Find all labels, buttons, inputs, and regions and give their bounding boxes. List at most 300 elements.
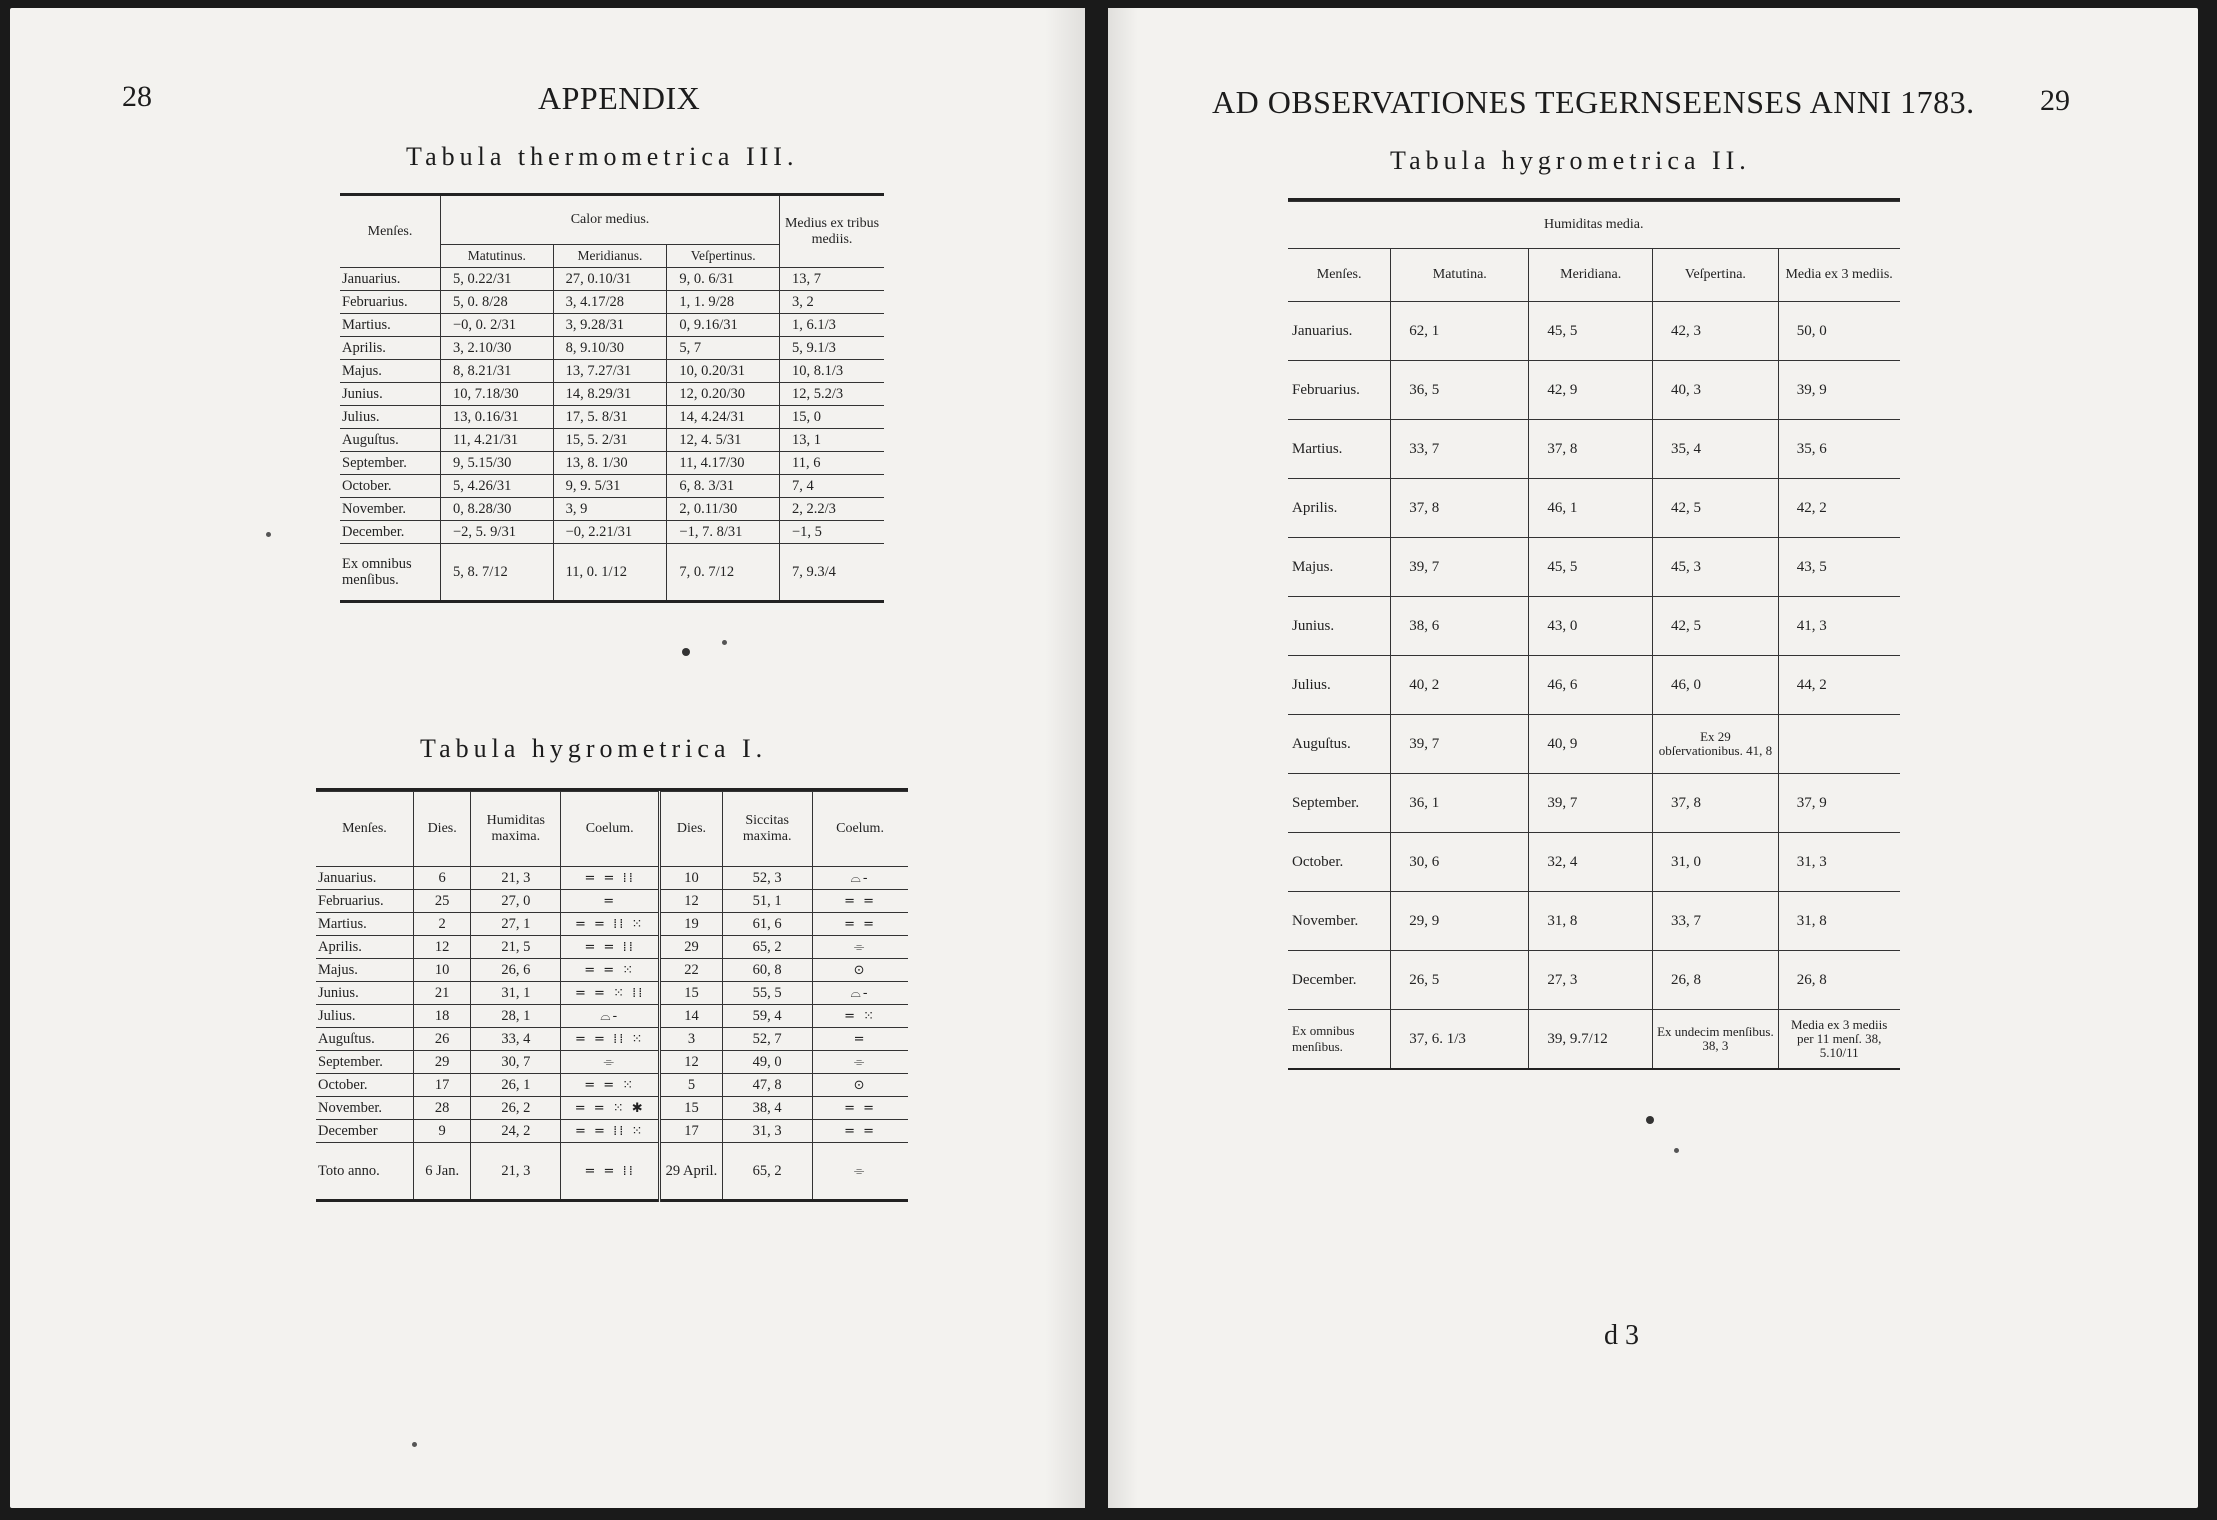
media-cell: 43, 5 <box>1778 538 1899 597</box>
media-cell: 44, 2 <box>1778 656 1899 715</box>
meridiana-cell: 39, 7 <box>1529 774 1653 833</box>
vespertinus-cell: 2, 0.11/30 <box>667 498 780 521</box>
col-calor-medius: Calor medius. <box>441 196 780 245</box>
running-head-left: APPENDIX <box>538 80 701 116</box>
humiditas-cell: 27, 1 <box>471 913 561 936</box>
table-row <box>1288 774 1900 833</box>
thermo-table-title: Tabula thermometrica III. <box>406 142 799 171</box>
meridiana-cell: 45, 5 <box>1529 302 1653 361</box>
month-cell: Majus. <box>340 360 441 383</box>
humiditas-cell: 30, 7 <box>471 1051 561 1074</box>
left-page <box>10 8 1085 1508</box>
coelum-cell: ⌯ <box>812 1051 907 1074</box>
meridianus-cell: 3, 4.17/28 <box>553 291 667 314</box>
hygro1-table-title: Tabula hygrometrica I. <box>420 734 768 763</box>
month-cell: December. <box>340 521 441 544</box>
matutina-cell: 39, 7 <box>1391 715 1529 774</box>
matutinus-cell: 3, 2.10/30 <box>441 337 554 360</box>
month-cell: Ex omnibus menſibus. <box>340 544 441 602</box>
meridianus-cell: 9, 9. 5/31 <box>553 475 667 498</box>
day-cell: 12 <box>660 890 723 913</box>
vespertina-cell: 46, 0 <box>1653 656 1779 715</box>
table-row <box>316 1097 908 1120</box>
humiditas-cell: 33, 4 <box>471 1028 561 1051</box>
humiditas-cell: 27, 0 <box>471 890 561 913</box>
matutina-cell: 36, 5 <box>1391 361 1529 420</box>
vespertinus-cell: 12, 4. 5/31 <box>667 429 780 452</box>
month-cell: Auguſtus. <box>1288 715 1391 774</box>
day-cell: 12 <box>660 1051 723 1074</box>
matutina-cell: 39, 7 <box>1391 538 1529 597</box>
signature-mark: d 3 <box>1604 1320 1639 1351</box>
vespertinus-cell: 7, 0. 7/12 <box>667 544 780 602</box>
table-row <box>316 982 908 1005</box>
col-meridianus: Meridianus. <box>553 245 667 268</box>
vespertinus-cell: 9, 0. 6/31 <box>667 268 780 291</box>
humiditas-cell: 21, 3 <box>471 867 561 890</box>
day-cell: 6 <box>413 867 471 890</box>
table-row <box>1288 597 1900 656</box>
meridiana-cell: 37, 8 <box>1529 420 1653 479</box>
table-row <box>340 521 884 544</box>
day-cell: 15 <box>660 1097 723 1120</box>
table-row <box>340 383 884 406</box>
meridianus-cell: 17, 5. 8/31 <box>553 406 667 429</box>
medius-cell: 11, 6 <box>780 452 885 475</box>
col-humiditas: Humiditas maxima. <box>471 792 561 867</box>
month-cell: November. <box>316 1097 413 1120</box>
month-cell: Aprilis. <box>340 337 441 360</box>
month-cell: Januarius. <box>340 268 441 291</box>
matutina-cell: 29, 9 <box>1391 892 1529 951</box>
meridiana-cell: 31, 8 <box>1529 892 1653 951</box>
meridianus-cell: 11, 0. 1/12 <box>553 544 667 602</box>
running-head-right: AD OBSERVATIONES TEGERNSEENSES ANNI 1783. <box>1212 84 1975 120</box>
meridiana-cell: 27, 3 <box>1529 951 1653 1010</box>
media-cell: 26, 8 <box>1778 951 1899 1010</box>
coelum-cell: = = ⁞⁞ <box>561 936 660 959</box>
siccitas-cell: 52, 7 <box>722 1028 812 1051</box>
matutina-cell: 37, 8 <box>1391 479 1529 538</box>
day-cell: 2 <box>413 913 471 936</box>
month-cell: Auguſtus. <box>316 1028 413 1051</box>
col-menses: Menſes. <box>1288 249 1391 302</box>
vespertina-cell: 45, 3 <box>1653 538 1779 597</box>
siccitas-cell: 55, 5 <box>722 982 812 1005</box>
total-row <box>316 1143 908 1201</box>
vespertinus-cell: 6, 8. 3/31 <box>667 475 780 498</box>
vespertinus-cell: 11, 4.17/30 <box>667 452 780 475</box>
thermo-rows <box>340 268 884 602</box>
month-cell: Auguſtus. <box>340 429 441 452</box>
col-siccitas: Siccitas maxima. <box>722 792 812 867</box>
vespertina-cell: 31, 0 <box>1653 833 1779 892</box>
table-row <box>1288 656 1900 715</box>
meridianus-cell: 15, 5. 2/31 <box>553 429 667 452</box>
col-coelum: Coelum. <box>561 792 660 867</box>
col-medius: Medius ex tribus mediis. <box>780 196 885 268</box>
coelum-cell: = = ⁞⁞ ⁙ <box>561 1028 660 1051</box>
table-row <box>316 959 908 982</box>
media-cell: 31, 3 <box>1778 833 1899 892</box>
coelum-cell: = = ⁞⁞ ⁙ <box>561 913 660 936</box>
coelum-cell: = ⁙ <box>812 1005 907 1028</box>
matutina-cell: 38, 6 <box>1391 597 1529 656</box>
humiditas-cell: 31, 1 <box>471 982 561 1005</box>
table-row <box>340 452 884 475</box>
media-cell: Media ex 3 mediis per 11 menſ. 38, 5.10/11 <box>1778 1010 1899 1070</box>
meridiana-cell: 42, 9 <box>1529 361 1653 420</box>
day-cell: 17 <box>413 1074 471 1097</box>
month-cell: Martius. <box>340 314 441 337</box>
meridiana-cell: 45, 5 <box>1529 538 1653 597</box>
day-cell: 28 <box>413 1097 471 1120</box>
media-cell: 31, 8 <box>1778 892 1899 951</box>
matutinus-cell: 5, 4.26/31 <box>441 475 554 498</box>
vespertinus-cell: 12, 0.20/30 <box>667 383 780 406</box>
coelum-cell: ⌯ <box>812 936 907 959</box>
meridianus-cell: 14, 8.29/31 <box>553 383 667 406</box>
table-row <box>1288 479 1900 538</box>
vespertinus-cell: 5, 7 <box>667 337 780 360</box>
matutina-cell: 62, 1 <box>1391 302 1529 361</box>
coelum-cell: = = ⁞⁞ ⁙ <box>561 1120 660 1143</box>
meridiana-cell: 40, 9 <box>1529 715 1653 774</box>
table-row <box>316 1051 908 1074</box>
coelum-cell: ⌓- <box>561 1005 660 1028</box>
coelum-cell: = = ⁞⁞ <box>561 867 660 890</box>
month-cell: Junius. <box>1288 597 1391 656</box>
day-cell: 10 <box>660 867 723 890</box>
medius-cell: 12, 5.2/3 <box>780 383 885 406</box>
hygro2-rows <box>1288 302 1900 1070</box>
matutina-cell: 36, 1 <box>1391 774 1529 833</box>
vespertinus-cell: −1, 7. 8/31 <box>667 521 780 544</box>
col-menses: Menſes. <box>340 196 441 268</box>
month-cell: October. <box>1288 833 1391 892</box>
col-dies-2: Dies. <box>660 792 723 867</box>
page-number-right: 29 <box>2040 84 2070 117</box>
meridianus-cell: 3, 9.28/31 <box>553 314 667 337</box>
media-cell: 35, 6 <box>1778 420 1899 479</box>
meridianus-cell: 8, 9.10/30 <box>553 337 667 360</box>
siccitas-cell: 47, 8 <box>722 1074 812 1097</box>
day-cell: 17 <box>660 1120 723 1143</box>
day-cell: 15 <box>660 982 723 1005</box>
matutinus-cell: 10, 7.18/30 <box>441 383 554 406</box>
humiditas-cell: 21, 3 <box>471 1143 561 1201</box>
siccitas-cell: 49, 0 <box>722 1051 812 1074</box>
table-row <box>340 406 884 429</box>
right-page <box>1108 8 2198 1508</box>
table-row <box>340 475 884 498</box>
matutinus-cell: −2, 5. 9/31 <box>441 521 554 544</box>
vespertina-cell: 42, 5 <box>1653 479 1779 538</box>
matutinus-cell: 0, 8.28/30 <box>441 498 554 521</box>
meridiana-cell: 43, 0 <box>1529 597 1653 656</box>
media-cell <box>1778 715 1899 774</box>
medius-cell: 15, 0 <box>780 406 885 429</box>
col-matutinus: Matutinus. <box>441 245 554 268</box>
matutina-cell: 30, 6 <box>1391 833 1529 892</box>
coelum-cell: = = ⁙ <box>561 959 660 982</box>
total-row <box>340 544 884 602</box>
month-cell: Junius. <box>340 383 441 406</box>
table-row <box>340 429 884 452</box>
humiditas-cell: 28, 1 <box>471 1005 561 1028</box>
meridiana-cell: 46, 1 <box>1529 479 1653 538</box>
coelum-cell: ⌯ <box>812 1143 907 1201</box>
total-row <box>1288 1010 1900 1070</box>
month-cell: October. <box>340 475 441 498</box>
table-row <box>340 337 884 360</box>
matutina-cell: 37, 6. 1/3 <box>1391 1010 1529 1070</box>
vespertina-cell: 33, 7 <box>1653 892 1779 951</box>
month-cell: Julius. <box>340 406 441 429</box>
meridianus-cell: 13, 8. 1/30 <box>553 452 667 475</box>
vespertina-cell: 42, 3 <box>1653 302 1779 361</box>
table-row <box>1288 951 1900 1010</box>
table-row <box>340 291 884 314</box>
table-row <box>316 1005 908 1028</box>
siccitas-cell: 38, 4 <box>722 1097 812 1120</box>
day-cell: 10 <box>413 959 471 982</box>
medius-cell: −1, 5 <box>780 521 885 544</box>
meridianus-cell: 3, 9 <box>553 498 667 521</box>
humiditas-cell: 24, 2 <box>471 1120 561 1143</box>
month-cell: Junius. <box>316 982 413 1005</box>
humiditas-media-header: Humiditas media. <box>1288 202 1900 249</box>
humiditas-cell: 26, 1 <box>471 1074 561 1097</box>
matutinus-cell: 5, 8. 7/12 <box>441 544 554 602</box>
medius-cell: 1, 6.1/3 <box>780 314 885 337</box>
meridianus-cell: −0, 2.21/31 <box>553 521 667 544</box>
coelum-cell: = = ⁞⁞ <box>561 1143 660 1201</box>
col-dies: Dies. <box>413 792 471 867</box>
humiditas-cell: 26, 6 <box>471 959 561 982</box>
month-cell: Aprilis. <box>1288 479 1391 538</box>
hygrometric-table-1 <box>316 788 908 1202</box>
table-row <box>316 867 908 890</box>
siccitas-cell: 65, 2 <box>722 1143 812 1201</box>
month-cell: Toto anno. <box>316 1143 413 1201</box>
table-row <box>1288 302 1900 361</box>
medius-cell: 7, 9.3/4 <box>780 544 885 602</box>
coelum-cell: = <box>812 1028 907 1051</box>
humiditas-cell: 21, 5 <box>471 936 561 959</box>
day-cell: 14 <box>660 1005 723 1028</box>
coelum-cell: ⌓- <box>812 982 907 1005</box>
month-cell: Januarius. <box>316 867 413 890</box>
day-cell: 29 <box>660 936 723 959</box>
table-row <box>316 890 908 913</box>
matutinus-cell: 5, 0. 8/28 <box>441 291 554 314</box>
ink-speck <box>412 1442 417 1447</box>
medius-cell: 2, 2.2/3 <box>780 498 885 521</box>
table-row <box>1288 538 1900 597</box>
medius-cell: 13, 1 <box>780 429 885 452</box>
vespertinus-cell: 1, 1. 9/28 <box>667 291 780 314</box>
coelum-cell: ⌯ <box>561 1051 660 1074</box>
medius-cell: 7, 4 <box>780 475 885 498</box>
month-cell: September. <box>316 1051 413 1074</box>
meridianus-cell: 27, 0.10/31 <box>553 268 667 291</box>
coelum-cell: ⌓- <box>812 867 907 890</box>
ink-speck <box>1646 1116 1654 1124</box>
table-row <box>340 360 884 383</box>
table-row <box>1288 833 1900 892</box>
table-row <box>340 268 884 291</box>
month-cell: Januarius. <box>1288 302 1391 361</box>
medius-cell: 13, 7 <box>780 268 885 291</box>
coelum-cell: ⊙ <box>812 959 907 982</box>
month-cell: Julius. <box>316 1005 413 1028</box>
siccitas-cell: 65, 2 <box>722 936 812 959</box>
siccitas-cell: 59, 4 <box>722 1005 812 1028</box>
month-cell: November. <box>1288 892 1391 951</box>
col-vespertinus: Veſpertinus. <box>667 245 780 268</box>
table-row <box>1288 715 1900 774</box>
coelum-cell: = = ⁙ ✱ <box>561 1097 660 1120</box>
col-meridiana: Meridiana. <box>1529 249 1653 302</box>
col-media: Media ex 3 mediis. <box>1778 249 1899 302</box>
month-cell: Julius. <box>1288 656 1391 715</box>
matutinus-cell: 5, 0.22/31 <box>441 268 554 291</box>
matutinus-cell: −0, 0. 2/31 <box>441 314 554 337</box>
month-cell: Februarius. <box>340 291 441 314</box>
month-cell: Aprilis. <box>316 936 413 959</box>
media-cell: 39, 9 <box>1778 361 1899 420</box>
month-cell: Februarius. <box>316 890 413 913</box>
matutina-cell: 33, 7 <box>1391 420 1529 479</box>
coelum-cell: = = <box>812 1097 907 1120</box>
thermometric-table <box>340 193 884 603</box>
coelum-cell: = = ⁙ ⁞⁞ <box>561 982 660 1005</box>
ink-speck <box>722 640 727 645</box>
vespertinus-cell: 10, 0.20/31 <box>667 360 780 383</box>
meridiana-cell: 46, 6 <box>1529 656 1653 715</box>
medius-cell: 3, 2 <box>780 291 885 314</box>
day-cell: 21 <box>413 982 471 1005</box>
month-cell: Majus. <box>316 959 413 982</box>
media-cell: 42, 2 <box>1778 479 1899 538</box>
matutinus-cell: 13, 0.16/31 <box>441 406 554 429</box>
ink-speck <box>266 532 271 537</box>
vespertinus-cell: 14, 4.24/31 <box>667 406 780 429</box>
coelum-cell: = <box>561 890 660 913</box>
medius-cell: 5, 9.1/3 <box>780 337 885 360</box>
table-row <box>340 314 884 337</box>
day-cell: 29 <box>413 1051 471 1074</box>
hygrometric-table-2 <box>1288 198 1900 1070</box>
col-matutina: Matutina. <box>1391 249 1529 302</box>
siccitas-cell: 31, 3 <box>722 1120 812 1143</box>
medius-cell: 10, 8.1/3 <box>780 360 885 383</box>
humiditas-cell: 26, 2 <box>471 1097 561 1120</box>
table-row <box>340 498 884 521</box>
siccitas-cell: 51, 1 <box>722 890 812 913</box>
day-cell: 26 <box>413 1028 471 1051</box>
month-cell: December. <box>1288 951 1391 1010</box>
ink-speck <box>1674 1148 1679 1153</box>
vespertina-cell: 26, 8 <box>1653 951 1779 1010</box>
month-cell: Ex omnibus menſibus. <box>1288 1010 1391 1070</box>
vespertina-cell: Ex undecim menſibus. 38, 3 <box>1653 1010 1779 1070</box>
table-row <box>316 1028 908 1051</box>
matutina-cell: 26, 5 <box>1391 951 1529 1010</box>
table-row <box>316 936 908 959</box>
table-row <box>1288 420 1900 479</box>
vespertina-cell: 37, 8 <box>1653 774 1779 833</box>
vespertina-cell: 40, 3 <box>1653 361 1779 420</box>
month-cell: December <box>316 1120 413 1143</box>
coelum-cell: = = <box>812 913 907 936</box>
month-cell: September. <box>1288 774 1391 833</box>
col-menses: Menſes. <box>316 792 413 867</box>
vespertina-cell: Ex 29 obſervationibus. 41, 8 <box>1653 715 1779 774</box>
gutter-shadow <box>1108 8 1138 1508</box>
matutinus-cell: 8, 8.21/31 <box>441 360 554 383</box>
month-cell: Martius. <box>1288 420 1391 479</box>
coelum-cell: = = ⁙ <box>561 1074 660 1097</box>
gutter-shadow <box>1045 8 1085 1508</box>
hygro1-rows <box>316 867 908 1201</box>
siccitas-cell: 60, 8 <box>722 959 812 982</box>
day-cell: 19 <box>660 913 723 936</box>
col-vespertina: Veſpertina. <box>1653 249 1779 302</box>
meridiana-cell: 32, 4 <box>1529 833 1653 892</box>
month-cell: Martius. <box>316 913 413 936</box>
table-row <box>1288 892 1900 951</box>
month-cell: October. <box>316 1074 413 1097</box>
day-cell: 9 <box>413 1120 471 1143</box>
day-cell: 12 <box>413 936 471 959</box>
day-cell: 5 <box>660 1074 723 1097</box>
media-cell: 50, 0 <box>1778 302 1899 361</box>
col-coelum-2: Coelum. <box>812 792 907 867</box>
matutinus-cell: 11, 4.21/31 <box>441 429 554 452</box>
vespertina-cell: 35, 4 <box>1653 420 1779 479</box>
siccitas-cell: 52, 3 <box>722 867 812 890</box>
day-cell: 6 Jan. <box>413 1143 471 1201</box>
coelum-cell: = = <box>812 1120 907 1143</box>
page-number-left: 28 <box>122 80 152 113</box>
matutinus-cell: 9, 5.15/30 <box>441 452 554 475</box>
coelum-cell: = = <box>812 890 907 913</box>
month-cell: Majus. <box>1288 538 1391 597</box>
day-cell: 22 <box>660 959 723 982</box>
month-cell: September. <box>340 452 441 475</box>
meridianus-cell: 13, 7.27/31 <box>553 360 667 383</box>
siccitas-cell: 61, 6 <box>722 913 812 936</box>
coelum-cell: ⊙ <box>812 1074 907 1097</box>
day-cell: 3 <box>660 1028 723 1051</box>
day-cell: 29 April. <box>660 1143 723 1201</box>
vespertina-cell: 42, 5 <box>1653 597 1779 656</box>
media-cell: 41, 3 <box>1778 597 1899 656</box>
hygro2-table-title: Tabula hygrometrica II. <box>1390 146 1751 175</box>
table-row <box>1288 361 1900 420</box>
media-cell: 37, 9 <box>1778 774 1899 833</box>
month-cell: November. <box>340 498 441 521</box>
table-row <box>316 913 908 936</box>
day-cell: 25 <box>413 890 471 913</box>
day-cell: 18 <box>413 1005 471 1028</box>
table-row <box>316 1074 908 1097</box>
ink-speck <box>682 648 690 656</box>
matutina-cell: 40, 2 <box>1391 656 1529 715</box>
meridiana-cell: 39, 9.7/12 <box>1529 1010 1653 1070</box>
